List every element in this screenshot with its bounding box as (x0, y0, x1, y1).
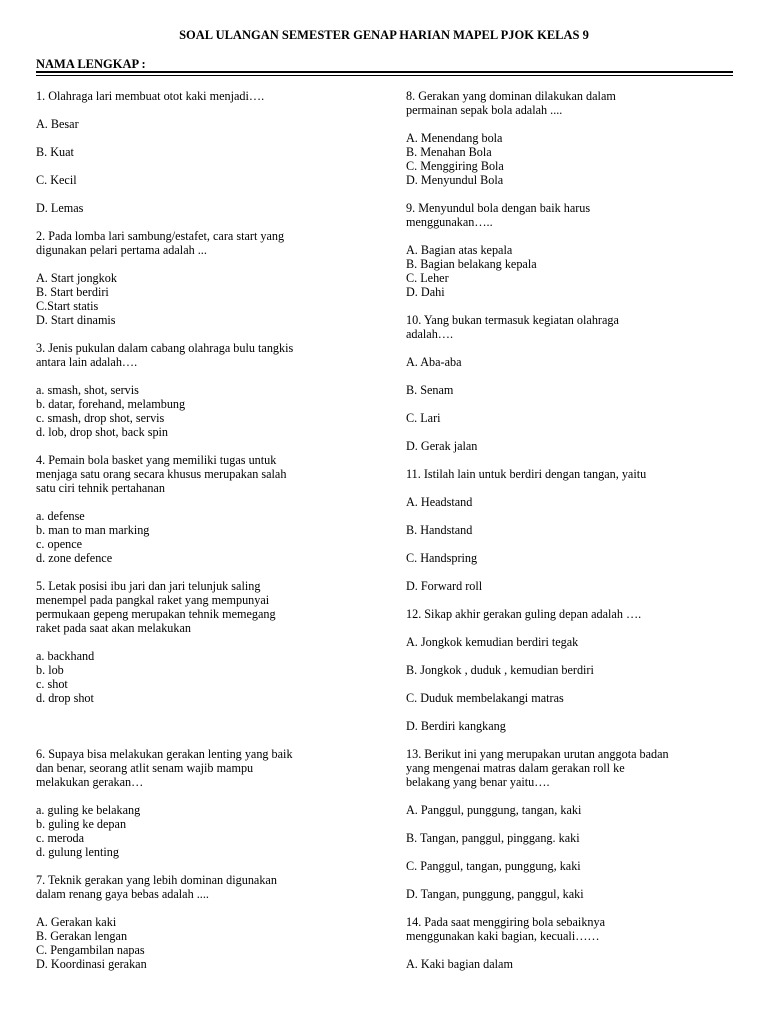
option[interactable]: B. Gerakan lengan (36, 929, 128, 943)
option[interactable]: C. Pengambilan napas (36, 943, 145, 957)
option[interactable]: C. Handspring (406, 551, 478, 565)
option[interactable]: B. Handstand (406, 523, 473, 537)
left-column (36, 89, 376, 985)
option[interactable]: C. Kecil (36, 173, 77, 187)
option[interactable]: b. lob (36, 663, 64, 677)
option[interactable]: A. Headstand (406, 495, 473, 509)
question-7 (36, 873, 376, 971)
option-list (406, 131, 746, 187)
option[interactable]: a. guling ke belakang (36, 803, 141, 817)
option[interactable]: A. Bagian atas kepala (406, 243, 513, 257)
question-text: 10. Yang bukan termasuk kegiatan olahraga adalah…. (406, 313, 619, 341)
option[interactable]: b. datar, forehand, melambung (36, 397, 186, 411)
question-text: 3. Jenis pukulan dalam cabang olahraga bulu tangkis antara lain adalah…. (36, 341, 294, 369)
question-12 (406, 607, 746, 733)
option[interactable]: C. Panggul, tangan, punggung, kaki (406, 859, 581, 873)
option[interactable]: A. Start jongkok (36, 271, 117, 285)
option[interactable]: c. opence (36, 537, 83, 551)
question-text: 9. Menyundul bola dengan baik harus menggunakan….. (406, 201, 591, 229)
option[interactable]: A. Panggul, punggung, tangan, kaki (406, 803, 582, 817)
question-9 (406, 201, 746, 299)
option[interactable]: C.Start statis (36, 299, 99, 313)
header-divider-thin (36, 75, 733, 76)
option-list (406, 635, 746, 733)
question-5 (36, 579, 376, 705)
option[interactable]: D. Dahi (406, 285, 445, 299)
question-text: 1. Olahraga lari membuat otot kaki menjadi…. (36, 89, 265, 103)
option[interactable]: C. Lari (406, 411, 441, 425)
question-text: 6. Supaya bisa melakukan gerakan lenting yang baik dan benar, seorang atlit senam wajib mampu melakukan gerakan… (36, 747, 293, 789)
option-list (406, 355, 746, 453)
question-4 (36, 453, 376, 565)
option-list (406, 957, 746, 971)
option[interactable]: A. Jongkok kemudian berdiri tegak (406, 635, 579, 649)
option[interactable]: B. Bagian belakang kepala (406, 257, 537, 271)
option[interactable]: B. Kuat (36, 145, 74, 159)
option[interactable]: A. Menendang bola (406, 131, 503, 145)
option[interactable]: b. guling ke depan (36, 817, 127, 831)
option[interactable]: D. Berdiri kangkang (406, 719, 506, 733)
option[interactable]: B. Jongkok , duduk , kemudian berdiri (406, 663, 594, 677)
question-10 (406, 313, 746, 453)
question-text: 4. Pemain bola basket yang memiliki tugas untuk menjaga satu orang secara khusus merupakan salah satu ciri tehnik pertahanan (36, 453, 287, 495)
option[interactable]: A. Aba-aba (406, 355, 462, 369)
option-list (406, 803, 746, 901)
option[interactable]: b. man to man marking (36, 523, 150, 537)
option-list (36, 509, 376, 565)
option-list (36, 915, 376, 971)
spacer (36, 733, 376, 747)
question-3 (36, 341, 376, 439)
option[interactable]: B. Start berdiri (36, 285, 109, 299)
question-text: 11. Istilah lain untuk berdiri dengan tangan, yaitu (406, 467, 647, 481)
option[interactable]: C. Duduk membelakangi matras (406, 691, 564, 705)
option[interactable]: a. backhand (36, 649, 95, 663)
option[interactable]: d. lob, drop shot, back spin (36, 425, 169, 439)
question-text: 14. Pada saat menggiring bola sebaiknya menggunakan kaki bagian, kecuali…… (406, 915, 606, 943)
option[interactable]: C. Menggiring Bola (406, 159, 504, 173)
option[interactable]: D. Forward roll (406, 579, 483, 593)
question-14 (406, 915, 746, 971)
option[interactable]: c. smash, drop shot, servis (36, 411, 165, 425)
option[interactable]: C. Leher (406, 271, 449, 285)
option[interactable]: c. meroda (36, 831, 85, 845)
option-list (36, 271, 376, 327)
document-title: SOAL ULANGAN SEMESTER GENAP HARIAN MAPEL PJOK KELAS 9 (179, 28, 589, 42)
option[interactable]: A. Gerakan kaki (36, 915, 117, 929)
name-field-label: NAMA LENGKAP : (36, 57, 146, 71)
option[interactable]: D. Koordinasi gerakan (36, 957, 147, 971)
option[interactable]: B. Senam (406, 383, 454, 397)
option[interactable]: A. Besar (36, 117, 79, 131)
option-list (406, 495, 746, 593)
option-list (36, 649, 376, 705)
question-text: 7. Teknik gerakan yang lebih dominan digunakan dalam renang gaya bebas adalah .... (36, 873, 277, 901)
question-2 (36, 229, 376, 327)
question-text: 8. Gerakan yang dominan dilakukan dalam permainan sepak bola adalah .... (406, 89, 616, 117)
question-1 (36, 89, 376, 215)
question-6 (36, 747, 376, 859)
option[interactable]: B. Menahan Bola (406, 145, 492, 159)
header-divider-thick (36, 71, 733, 73)
option-list (36, 117, 376, 215)
question-text: 2. Pada lomba lari sambung/estafet, cara start yang digunakan pelari pertama adalah ... (36, 229, 285, 257)
spacer (36, 719, 376, 733)
question-13 (406, 747, 746, 901)
option-list (36, 803, 376, 859)
option[interactable]: c. shot (36, 677, 68, 691)
option[interactable]: a. defense (36, 509, 85, 523)
option-list (406, 243, 746, 299)
option[interactable]: D. Menyundul Bola (406, 173, 504, 187)
option[interactable]: d. gulung lenting (36, 845, 119, 859)
option-list (36, 383, 376, 439)
question-8 (406, 89, 746, 187)
option[interactable]: D. Lemas (36, 201, 84, 215)
option[interactable]: d. zone defence (36, 551, 113, 565)
question-text: 12. Sikap akhir gerakan guling depan adalah …. (406, 607, 642, 621)
question-11 (406, 467, 746, 593)
option[interactable]: a. smash, shot, servis (36, 383, 139, 397)
option[interactable]: D. Start dinamis (36, 313, 116, 327)
right-column (406, 89, 746, 985)
option[interactable]: d. drop shot (36, 691, 94, 705)
question-text: 5. Letak posisi ibu jari dan jari telunjuk saling menempel pada pangkal raket yang mempunyai permukaan gepeng merupakan tehnik memegang raket pada saat akan melakukan (36, 579, 276, 635)
option[interactable]: A. Kaki bagian dalam (406, 957, 513, 971)
option[interactable]: D. Gerak jalan (406, 439, 478, 453)
option[interactable]: B. Tangan, panggul, pinggang. kaki (406, 831, 580, 845)
option[interactable]: D. Tangan, punggung, panggul, kaki (406, 887, 584, 901)
question-text: 13. Berikut ini yang merupakan urutan anggota badan yang mengenai matras dalam gerakan roll ke belakang yang benar yaitu…. (406, 747, 669, 789)
